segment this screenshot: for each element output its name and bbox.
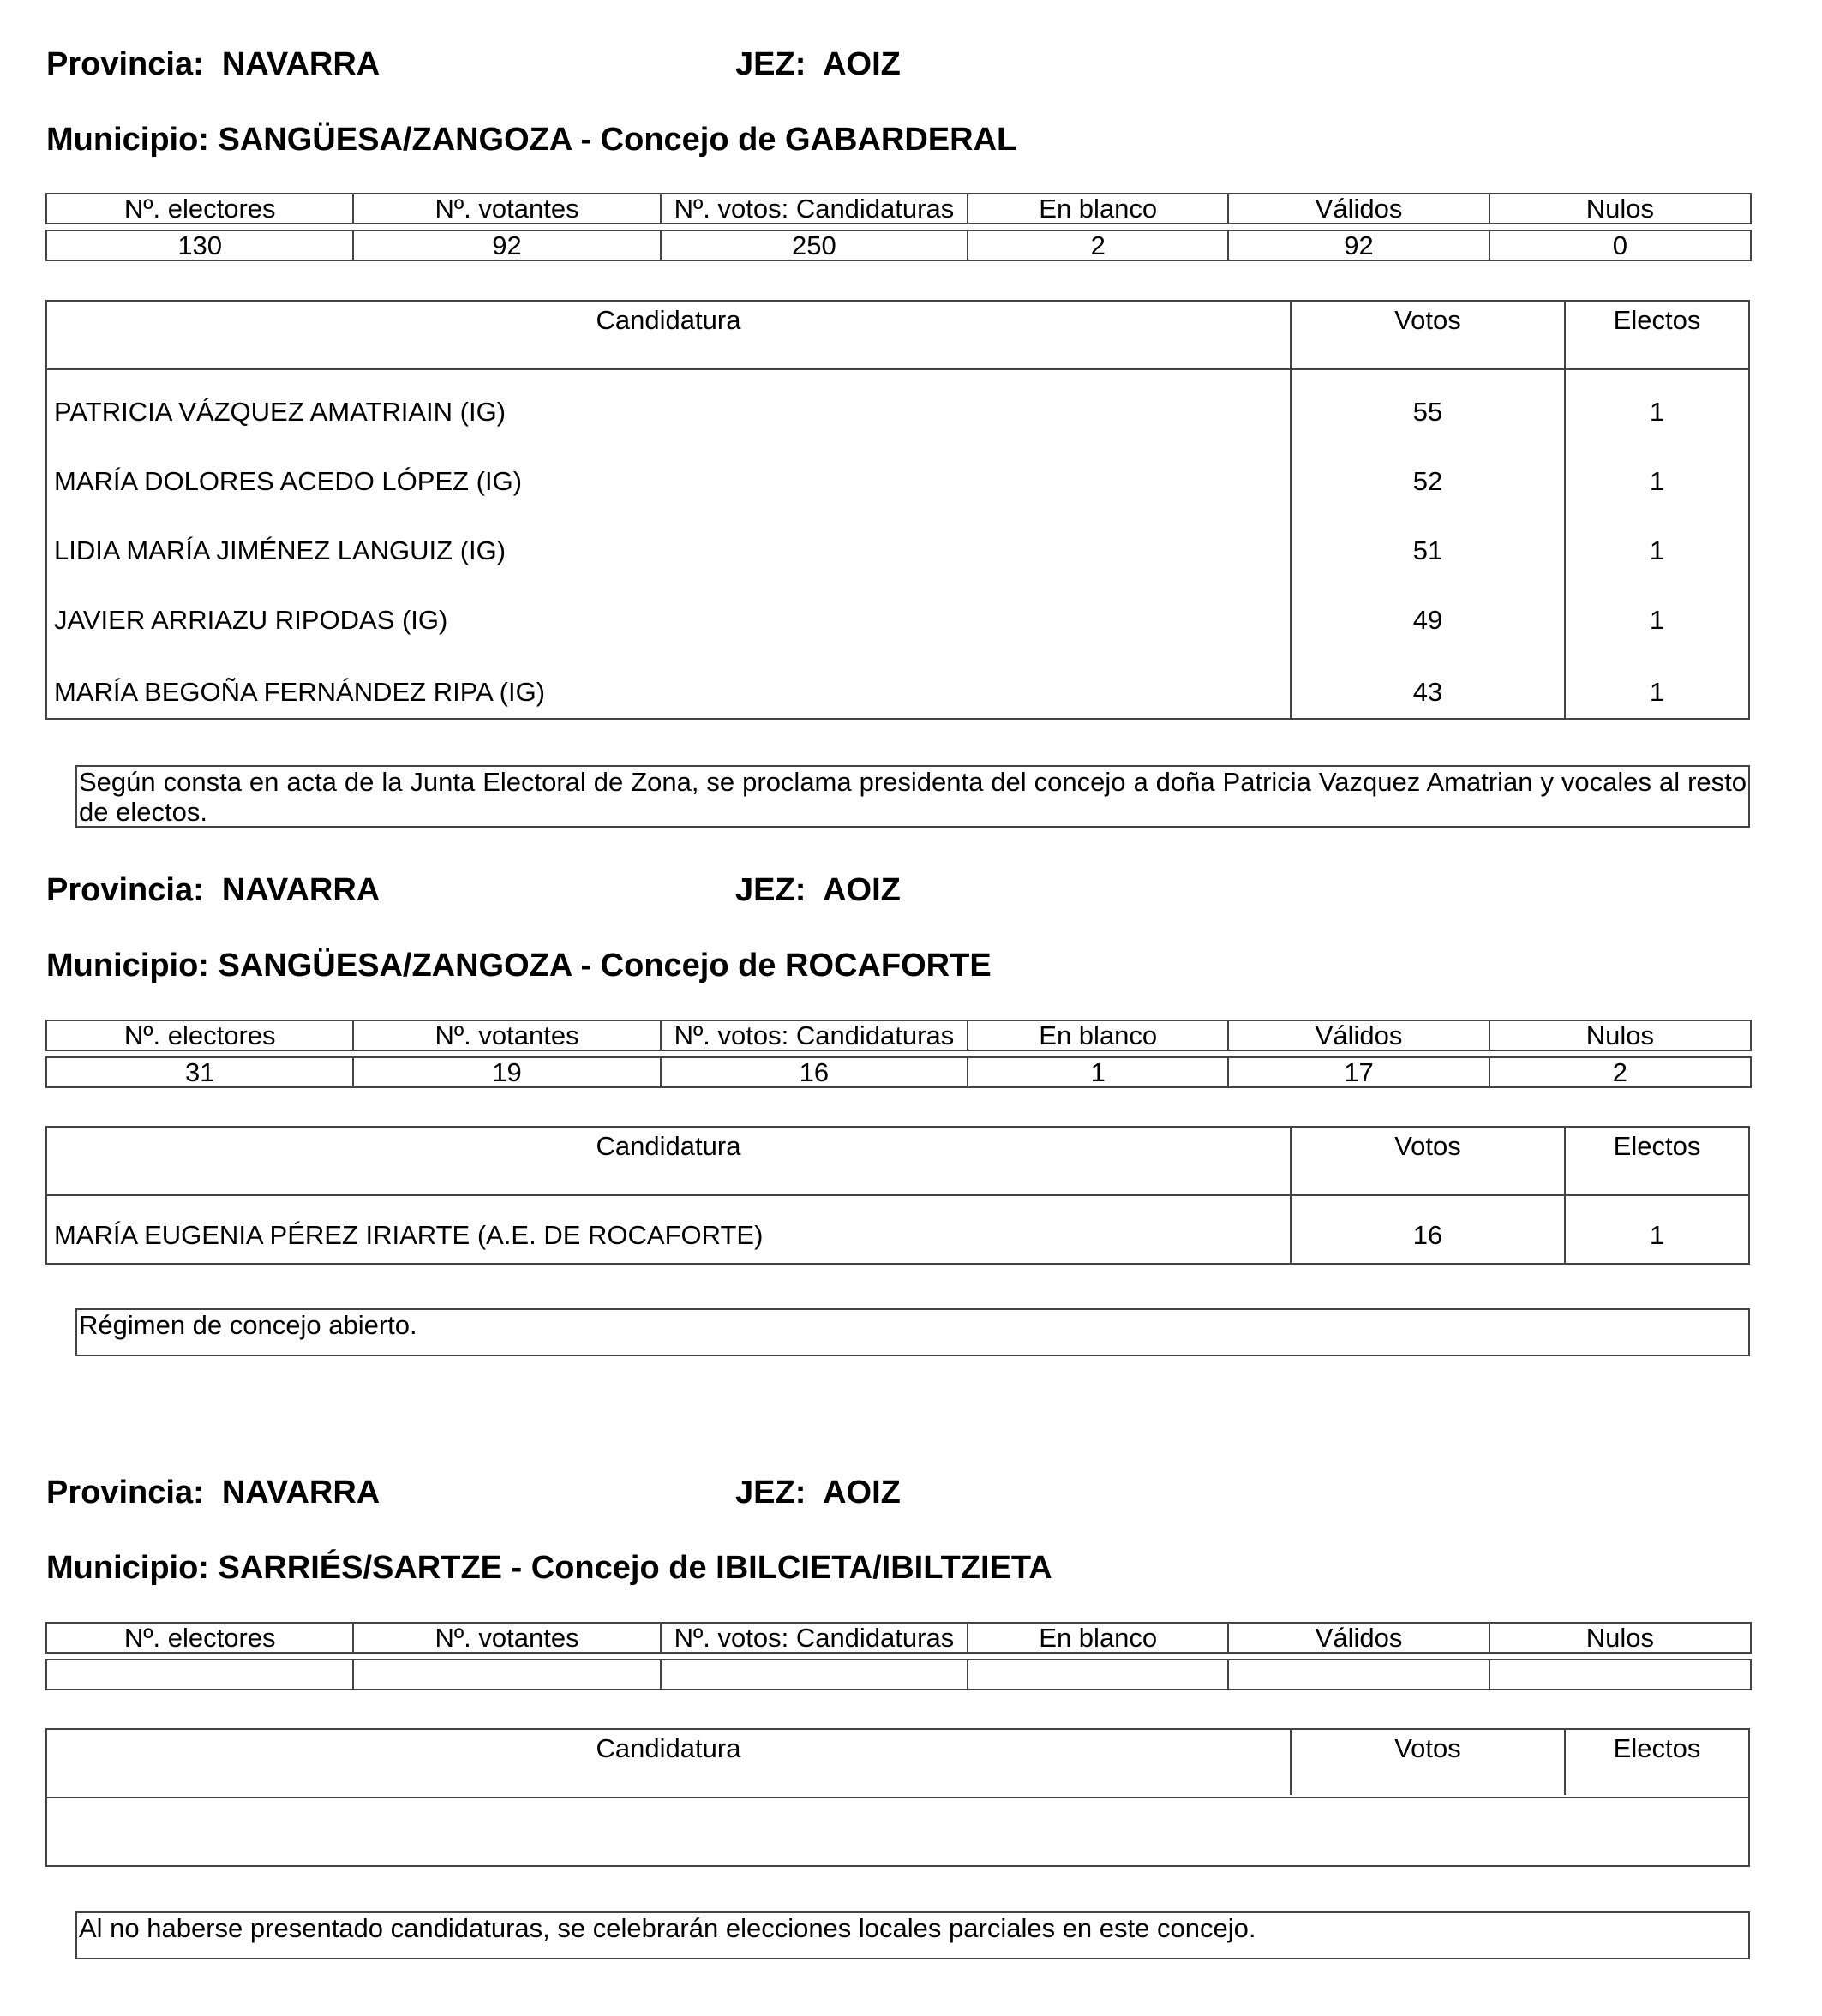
summary-table xyxy=(45,1020,1752,1088)
val-en-blanco: 2 xyxy=(968,230,1228,260)
candidate-votos: 55 xyxy=(1412,397,1443,427)
hdr-electos: Electos xyxy=(1613,1733,1701,1763)
val-validos: 17 xyxy=(1228,1057,1489,1087)
candidate-electos: 1 xyxy=(1649,677,1665,707)
hdr-candidatura: Candidatura xyxy=(596,305,741,335)
candidates-header xyxy=(47,1730,1748,1798)
candidate-row xyxy=(47,441,1748,511)
summary-value-row xyxy=(46,1660,1751,1690)
val-electores xyxy=(46,1660,353,1690)
hdr-candidatura: Candidatura xyxy=(596,1131,741,1161)
provincia-line xyxy=(46,870,380,910)
hdr-en-blanco: En blanco xyxy=(968,194,1228,224)
candidates-table xyxy=(45,300,1750,720)
hdr-votantes: Nº. votantes xyxy=(353,1020,660,1050)
val-validos: 92 xyxy=(1228,230,1489,260)
summary-value-row xyxy=(46,230,1751,260)
candidate-electos: 1 xyxy=(1649,397,1665,427)
summary-value-row xyxy=(46,1057,1751,1087)
candidate-electos: 1 xyxy=(1649,535,1665,565)
candidate-electos: 1 xyxy=(1649,1220,1665,1250)
hdr-votos: Votos xyxy=(1394,1733,1461,1763)
municipio-title: Municipio: SARRIÉS/SARTZE - Concejo de IBILCIETA/IBILTZIETA xyxy=(46,1550,1052,1586)
candidate-electos: 1 xyxy=(1649,605,1665,635)
hdr-electores: Nº. electores xyxy=(46,1623,353,1653)
hdr-votos-candidaturas: Nº. votos: Candidaturas xyxy=(661,1020,968,1050)
note-box: Según consta en acta de la Junta Electoral de Zona, se proclama presidenta del concejo a doña Patricia Vazquez Amatrian y vocales al resto de electos. xyxy=(75,765,1750,828)
val-nulos: 2 xyxy=(1489,1057,1751,1087)
candidate-name: JAVIER ARRIAZU RIPODAS (IG) xyxy=(54,605,448,635)
summary-table xyxy=(45,193,1752,261)
jez-value: AOIZ xyxy=(823,46,901,82)
hdr-votos-candidaturas: Nº. votos: Candidaturas xyxy=(661,194,968,224)
candidates-header xyxy=(47,1128,1748,1196)
val-votantes: 19 xyxy=(353,1057,660,1087)
hdr-en-blanco: En blanco xyxy=(968,1020,1228,1050)
candidates-table xyxy=(45,1728,1750,1867)
candidate-electos: 1 xyxy=(1649,466,1665,496)
candidate-row xyxy=(47,649,1748,721)
jez-line xyxy=(735,1473,901,1512)
jez-line xyxy=(735,45,901,84)
municipio-title: Municipio: SANGÜESA/ZANGOZA - Concejo de GABARDERAL xyxy=(46,122,1017,158)
hdr-electores: Nº. electores xyxy=(46,1020,353,1050)
candidate-name: LIDIA MARÍA JIMÉNEZ LANGUIZ (IG) xyxy=(54,535,506,565)
val-votos-candidaturas xyxy=(661,1660,968,1690)
hdr-votos: Votos xyxy=(1394,305,1461,335)
candidate-votos: 51 xyxy=(1412,535,1443,565)
note-box: Régimen de concejo abierto. xyxy=(75,1308,1750,1356)
candidate-name: MARÍA DOLORES ACEDO LÓPEZ (IG) xyxy=(54,466,523,496)
summary-header-row xyxy=(46,1623,1751,1653)
val-nulos: 0 xyxy=(1489,230,1751,260)
val-electores: 31 xyxy=(46,1057,353,1087)
hdr-nulos: Nulos xyxy=(1489,1623,1751,1653)
provincia-value: NAVARRA xyxy=(221,46,381,82)
val-en-blanco: 1 xyxy=(968,1057,1228,1087)
hdr-candidatura: Candidatura xyxy=(596,1733,741,1763)
hdr-validos: Válidos xyxy=(1228,1020,1489,1050)
provincia-line xyxy=(46,45,380,84)
val-nulos xyxy=(1489,1660,1751,1690)
hdr-en-blanco: En blanco xyxy=(968,1623,1228,1653)
provincia-label: Provincia: xyxy=(46,1475,204,1511)
jez-label: JEZ: xyxy=(735,1475,806,1511)
provincia-value: NAVARRA xyxy=(221,1475,381,1511)
candidate-row xyxy=(47,1196,1748,1265)
candidate-votos: 49 xyxy=(1412,605,1443,635)
provincia-line xyxy=(46,1473,380,1512)
jez-label: JEZ: xyxy=(735,46,806,82)
candidate-name: PATRICIA VÁZQUEZ AMATRIAIN (IG) xyxy=(54,397,506,427)
val-votos-candidaturas: 16 xyxy=(661,1057,968,1087)
val-en-blanco xyxy=(968,1660,1228,1690)
val-votos-candidaturas: 250 xyxy=(661,230,968,260)
jez-line xyxy=(735,870,901,910)
provincia-value: NAVARRA xyxy=(221,872,381,908)
municipio-title: Municipio: SANGÜESA/ZANGOZA - Concejo de ROCAFORTE xyxy=(46,948,992,984)
hdr-electos: Electos xyxy=(1613,305,1701,335)
summary-header-row xyxy=(46,194,1751,224)
jez-value: AOIZ xyxy=(823,1475,901,1511)
val-validos xyxy=(1228,1660,1489,1690)
candidate-row xyxy=(47,511,1748,580)
candidate-name: MARÍA EUGENIA PÉREZ IRIARTE (A.E. DE ROCAFORTE) xyxy=(54,1220,764,1250)
candidate-row xyxy=(47,580,1748,649)
provincia-label: Provincia: xyxy=(46,46,204,82)
provincia-label: Provincia: xyxy=(46,872,204,908)
jez-label: JEZ: xyxy=(735,872,806,908)
hdr-votantes: Nº. votantes xyxy=(353,1623,660,1653)
jez-value: AOIZ xyxy=(823,872,901,908)
candidate-votos: 16 xyxy=(1412,1220,1443,1250)
summary-header-row xyxy=(46,1020,1751,1050)
hdr-validos: Válidos xyxy=(1228,1623,1489,1653)
val-votantes: 92 xyxy=(353,230,660,260)
candidates-header xyxy=(47,302,1748,370)
hdr-votos: Votos xyxy=(1394,1131,1461,1161)
val-votantes xyxy=(353,1660,660,1690)
hdr-electos: Electos xyxy=(1613,1131,1701,1161)
note-box: Al no haberse presentado candidaturas, se celebrarán elecciones locales parciales en este concejo. xyxy=(75,1911,1750,1959)
hdr-nulos: Nulos xyxy=(1489,194,1751,224)
candidates-table xyxy=(45,1126,1750,1265)
val-electores: 130 xyxy=(46,230,353,260)
candidate-votos: 52 xyxy=(1412,466,1443,496)
hdr-votos-candidaturas: Nº. votos: Candidaturas xyxy=(661,1623,968,1653)
candidate-row xyxy=(47,372,1748,441)
hdr-votantes: Nº. votantes xyxy=(353,194,660,224)
hdr-validos: Válidos xyxy=(1228,194,1489,224)
candidate-name: MARÍA BEGOÑA FERNÁNDEZ RIPA (IG) xyxy=(54,677,546,707)
candidate-row xyxy=(47,1798,1748,1867)
hdr-electores: Nº. electores xyxy=(46,194,353,224)
summary-table xyxy=(45,1622,1752,1690)
candidate-votos: 43 xyxy=(1412,677,1443,707)
hdr-nulos: Nulos xyxy=(1489,1020,1751,1050)
